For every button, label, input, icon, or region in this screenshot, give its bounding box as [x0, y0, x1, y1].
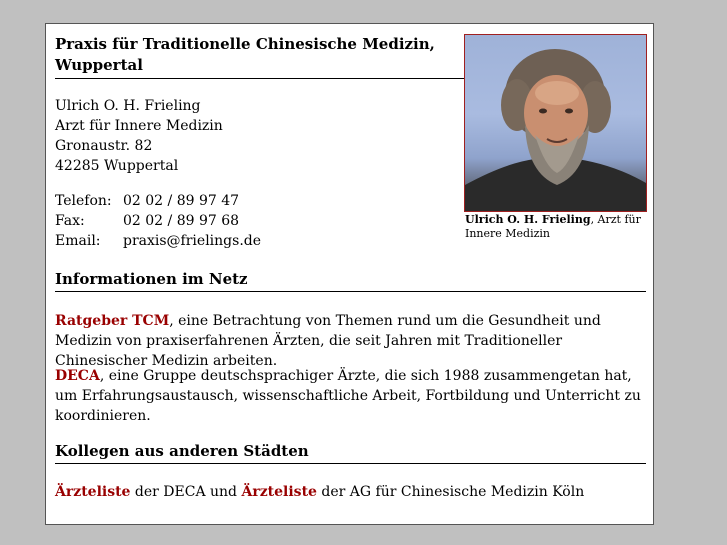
address-name: Ulrich O. H. Frieling [55, 98, 201, 114]
phone-label: Telefon: [55, 193, 112, 209]
deca-paragraph [55, 366, 647, 426]
colleagues-text-1: der DECA und [130, 484, 242, 500]
ratgeber-paragraph [55, 311, 647, 371]
deca-aerzteliste-link[interactable]: Ärzteliste [55, 484, 131, 500]
address-block [55, 96, 223, 176]
email-value: praxis@frielings.de [123, 233, 262, 249]
address-profession: Arzt für Innere Medizin [55, 118, 223, 134]
email-row [55, 231, 261, 251]
page-title [55, 34, 459, 76]
colleagues-text-2: der AG für Chinesische Medizin Köln [316, 484, 585, 500]
caption-name: Ulrich O. H. Frieling [465, 213, 591, 226]
ratgeber-text: , eine Betrachtung von Themen rund um die Gesundheit und Medizin von praxiserfahrenen Ärzten, die seit Jahren mit Traditioneller Chinesischer Medizin arbeiten. [55, 313, 601, 369]
fax-row [55, 211, 261, 231]
ag-aerzteliste-link[interactable]: Ärzteliste [241, 484, 317, 500]
ratgeber-tcm-link[interactable]: Ratgeber TCM [55, 313, 170, 329]
deca-link[interactable]: DECA [55, 368, 100, 384]
page-title-line2: Wuppertal [55, 56, 143, 74]
caption-text: , Arzt für Innere Medizin [465, 213, 641, 240]
fax-label: Fax: [55, 213, 85, 229]
phone-row [55, 191, 261, 211]
content-panel [45, 23, 654, 525]
address-city: 42285 Wuppertal [55, 158, 179, 174]
phone-value: 02 02 / 89 97 47 [123, 193, 240, 209]
portrait-illustration [465, 35, 646, 211]
fax-value: 02 02 / 89 97 68 [123, 213, 240, 229]
email-label: Email: [55, 233, 101, 249]
colleagues-paragraph [55, 482, 647, 502]
portrait-caption [464, 213, 648, 241]
portrait-photo [464, 34, 647, 212]
title-divider [55, 78, 464, 79]
portrait-figure [464, 34, 647, 241]
contact-block [55, 191, 261, 251]
page-title-line1: Praxis für Traditionelle Chinesische Medizin, [55, 35, 435, 53]
address-street: Gronaustr. 82 [55, 138, 153, 154]
deca-text: , eine Gruppe deutschsprachiger Ärzte, die sich 1988 zusammengetan hat, um Erfahrungsaustausch, wissenschaftliche Arbeit, Fortbildung und Unterricht zu koordinieren. [55, 368, 641, 424]
section-heading-net: Informationen im Netz [55, 269, 646, 292]
section-heading-colleagues: Kollegen aus anderen Städten [55, 441, 646, 464]
